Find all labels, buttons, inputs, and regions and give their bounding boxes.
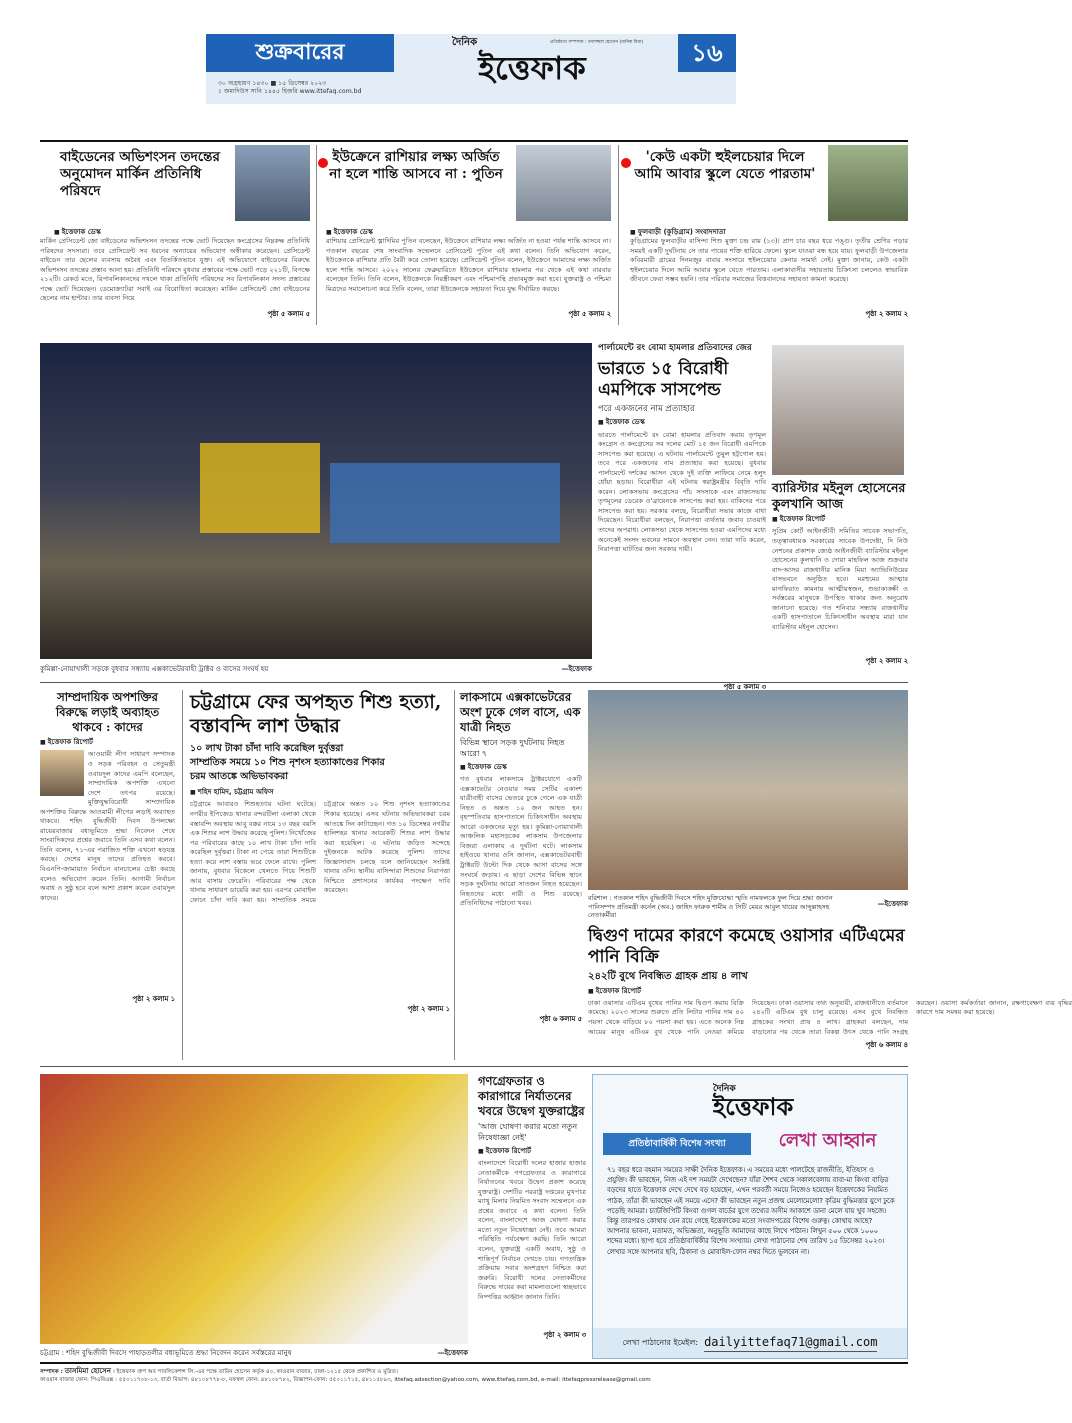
ad-strip: প্রতিষ্ঠাবার্ষিকী বিশেষ সংখ্যা	[603, 1133, 751, 1155]
bullet-ctg: ১০ লাখ টাকা চাঁদা দাবি করেছিল দুর্বৃত্তরা	[190, 743, 344, 754]
divider	[316, 145, 317, 325]
body-quader: আওয়ামী লীগ সাধারণ সম্পাদক ও সড়ক পরিবহন ও সেতুমন্ত্রী ওবায়দুল কাদের এমপি বলেছেন, সাম্প্রদায়িক অপশক্তি এখনো দেশে তৎপর রয়েছে। মুক্তিযুদ্ধবিরোধী সাম্প্রদায়িক অপশক্তির বিরুদ্ধে আওয়ামী লীগের লড়াই অব্যাহত থাকবে। শহিদ বুদ্ধিজীবী দিবস উপলক্ষ্যে রায়েরবাজার বধ্যভূমিতে শ্রদ্ধা নিবেদন শেষে সাংবাদিকদের প্রশ্নের জবাবে তিনি এসব কথা বলেন। তিনি বলেন, ৭১-এর পরাজিত শক্তি এখনো ষড়যন্ত্র করছে। দেশের মানুষ তাদের প্রতিহত করবে। বিএনপি-জামায়াত নির্বাচন বানচালের চেষ্টা করছে বলেও অভিযোগ করেন তিনি। আগামী নির্বাচন অবাধ ও সুষ্ঠু হবে বলে আশা প্রকাশ করেন ওবায়দুল কাদের।	[40, 750, 175, 902]
date-line-1: ৩০ অগ্রহায়ণ ১৪৩০ ■ ১৫ ডিসেম্বর ২০২৩	[218, 80, 327, 87]
body-india: ভারতে পার্লামেন্টে রং বোমা হামলার প্রতিবাদ করায় তৃণমূল কংগ্রেস ও কংগ্রেসের সব দলের মোট ১৫ জন বিরোধী এমপিকে সাসপেন্ড করা হয়েছে। এ ঘটনায় পার্লামেন্টে তুমুল হট্টগোল হয়। তবে পরে একজনের নাম প্রত্যাহার করা হয়েছে। বুধবার পার্লামেন্টে দর্শকের আসন থেকে দুই ব্যক্তি লাফিয়ে নেমে হলুদ ধোঁয়া ছড়ায়। বিরোধীরা এই ঘটনায় স্বরাষ্ট্রমন্ত্রীর বিবৃতি দাবি করেন। লোকসভায় কংগ্রেসের পাঁচ সদস্যকে এবং রাজ্যসভায় তৃণমূলের ডেরেক ও'ব্রায়েনকে সাসপেন্ড করা হয়। বাকিদের পরে সাসপেন্ড করা হয়। সরকার বলছে, বিরোধীরা সভার কাজে বাধা দিয়েছেন। বিরোধীরা বলছেন, নিরাপত্তা ব্যর্থতার জবাব চাওয়াই তাদের অপরাধ। লোকসভা থেকে সাসপেন্ড হওয়া এমপিদের মধ্যে অনেকেই সংসদ ভবনের সামনে অবস্থান নেন। তারা দাবি করেন, নিরাপত্তা ঘাটতির জন্য সরকার দায়ী।	[598, 430, 766, 554]
body-putin: রাশিয়ার প্রেসিডেন্ট ভ্লাদিমির পুতিন বলেছেন, ইউক্রেনে রাশিয়ার লক্ষ্য অর্জিত না হওয়া পর্যন্ত শান্তি আসবে না। গতকাল বছরের শেষ সাংবাদিক সম্মেলনে প্রেসিডেন্ট পুতিন এই কথা বলেন। তিনি অভিযোগ করেন, ইউক্রেনকে রাশিয়ার প্রতি বৈরী করে তোলা হয়েছে। প্রেসিডেন্ট পুতিন বলেন, ইউক্রেনে আমাদের লক্ষ্য অর্জিত হলে শান্তি আসবে। ২০২২ সালের ফেব্রুয়ারিতে ইউক্রেনে রাশিয়ার হামলার পর থেকে এই কথা বারবার বলেছেন তিনি। তিনি বলেন, ইউক্রেনকে নিরস্ত্রীকরণ এবং পশ্চিমাপন্থি প্রভাবমুক্ত করা হবে। যুক্তরাষ্ট্র ও পশ্চিমা মিত্রদের সমালোচনা করে তিনি বলেন, তারা ইউক্রেনকে সহায়তা দিয়ে যুদ্ধ দীর্ঘায়িত করছে।	[326, 237, 611, 293]
sub-india: পরে একজনের নাম প্রত্যাহার	[598, 403, 695, 414]
photo-bus-vehicle	[330, 463, 560, 543]
byline-wheelchair: ■ ফুলবাড়ী (কুড়িগ্রাম) সংবাদদাতা	[630, 228, 830, 237]
footer-line-2: কাওরান বাজার ফোন: পিএবিএক্স : ৫৫০১১৭০৮-১৩, বার্তা বিভাগ: ৪৮১০৮৭৭৮-৮, মফস্বল ফোন: ৪৮১০৮৭৮২, বিজ্ঞাপন-ফোন: ৫৫০১১৭১৫, ৪৮১১৫৮৯৩, ittefaq.adsection@yahoo.com, www.ittefaq.com.bd, e-mail: ittefaqpressrelease@gmail.com	[40, 1377, 651, 1384]
footer	[40, 1366, 908, 1390]
photo-excavator	[200, 443, 320, 533]
ad-title: লেখা আহ্বান	[778, 1130, 877, 1151]
more-mainul: পৃষ্ঠা ২ কলাম ২	[865, 657, 908, 666]
page-number: ১৬	[691, 38, 723, 67]
photo-biden	[235, 145, 310, 221]
body-laksam: গত বুধবার লাকসামে ট্রাক্টরযোগে একটি এক্সকাভেটর নেওয়ার সময় সেটির একাংশ যাত্রীবাহী বাসের ভেতরে ঢুকে গেলে এক যাত্রী নিহত ও অন্তত ১০ জন আহত হন। বৃহস্পতিবার হাসপাতালে চিকিৎসাধীন অবস্থায় আরো একজনের মৃত্যু হয়। কুমিল্লা-নোয়াখালী আঞ্চলিক মহাসড়কের লাকসাম উপজেলার বিজরা এলাকায় এ দুর্ঘটনা ঘটে। লাকসাম হাইওয়ে থানার ওসি জানান, এক্সকাভেটরবাহী ট্রাক্টরটি উল্টো দিক থেকে আসা বাসের সঙ্গে সংঘর্ষে জড়ায়। এ ছাড়া দেশের বিভিন্ন স্থানে সড়ক দুর্ঘটনায় আরো সাতজন নিহত হয়েছেন। নিহতদের মধ্যে নারী ও শিশু রয়েছে। প্রতিনিধিদের পাঠানো খবর।	[460, 775, 582, 908]
page-number-box	[678, 34, 736, 72]
photo-bus	[40, 343, 592, 659]
body-us: বাংলাদেশে বিরোধী দলের হাজার হাজার নেতাকর্মীকে গণগ্রেফতার ও কারাগারে নির্যাতনের খবরে উদ্বেগ প্রকাশ করেছে যুক্তরাষ্ট্র। দেশটির পররাষ্ট্র দপ্তরের মুখপাত্র ম্যাথু মিলার নিয়মিত সংবাদ সম্মেলনে এক প্রশ্নের জবাবে এ কথা বলেন। তিনি বলেন, বাংলাদেশে আজ ঘোষণা করার মতো নতুন নিষেধাজ্ঞা নেই। তবে আমরা পরিস্থিতি পর্যবেক্ষণ করছি। তিনি আরো বলেন, যুক্তরাষ্ট্র একটি অবাধ, সুষ্ঠু ও শান্তিপূর্ণ নির্বাচন দেখতে চায়। গণতান্ত্রিক প্রক্রিয়ায় সবার অংশগ্রহণ নিশ্চিত করা জরুরি। বিরোধী দলের নেতাকর্মীদের বিরুদ্ধে দায়ের করা মামলাগুলো স্বচ্ছভাবে নিষ্পত্তির আহ্বান জানান তিনি।	[478, 1159, 586, 1301]
sub-wasa: ২৪২টি বুথে নিবন্ধিত গ্রাহক প্রায় ৪ লাখ	[588, 971, 748, 982]
ad-email-bar	[593, 1328, 907, 1358]
headline-biden: বাইডেনের অভিশংসন তদন্তের অনুমোদন মার্কিন প্রতিনিধি পরিষদে	[60, 149, 220, 199]
body-biden: মার্কিন প্রেসিডেন্ট জো বাইডেনের অভিশংসন তদন্তের পক্ষে ভোট দিয়েছেন কংগ্রেসের নিম্নকক্ষ প্রতিনিধি পরিষদের সদস্যরা। তবে প্রেসিডেন্ট সব ধরনের অন্যায়ের অভিযোগ অস্বীকার করেছেন। প্রেসিডেন্ট বাইডেন তার ছেলের ব্যবসায় অবৈধ এবং বিতর্কিতভাবে যুক্ত। এই অভিযোগে বাইডেনের বিরুদ্ধে অভিশংসন তদন্তের প্রস্তাব আনা হয়। প্রতিনিধি পরিষদে বুধবার প্রস্তাবের পক্ষে ভোট পড়ে ২২১টি, বিপক্ষে ২১২টি। রেকর্ড মতে, রিপাবলিকানদের দখলে থাকা প্রতিনিধি পরিষদের সব রিপাবলিকান সদস্য প্রস্তাবের পক্ষে ভোট দিয়েছেন। ডেমোক্র্যাটরা সবাই এর বিরোধিতা করেছেন। মার্কিন প্রেসিডেন্ট জো বাইডেনের ছেলের নাম হান্টার। তার ব্যবসা নিয়ে	[40, 237, 310, 303]
story-biden	[40, 145, 310, 325]
date-line-2: ১ জমাদিউস সানি ১৪৪৫ হিজরি www.ittefaq.com.bd	[218, 88, 362, 96]
headline-ctg: চট্টগ্রামে ফের অপহৃত শিশু হত্যা, বস্তাবন্দি লাশ উদ্ধার	[190, 691, 442, 737]
headline-mainul: ব্যারিস্টার মইনুল হোসেনের কুলখানি আজ	[772, 480, 906, 511]
story-india	[598, 343, 766, 691]
divider	[454, 690, 455, 1060]
headline-wasa: দ্বিগুণ দামের কারণে কমেছে ওয়াসার এটিএমের পানি বিক্রি	[588, 926, 905, 967]
sub-us: 'আজ ঘোষণা করার মতো নতুন নিষেধাজ্ঞা নেই'	[478, 1122, 578, 1142]
headline-putin: ইউক্রেনে রাশিয়ার লক্ষ্য অর্জিত না হলে শান্তি আসবে না : পুতিন	[329, 149, 503, 182]
more-biden: পৃষ্ঠা ৫ কলাম ৫	[267, 310, 310, 318]
paper-logo-small: দৈনিক	[452, 37, 478, 48]
more-putin: পৃষ্ঠা ৫ কলাম ২	[568, 310, 611, 318]
byline-wasa: ■ ইত্তেফাক রিপোর্ট	[588, 987, 908, 996]
body-mainul: সুপ্রিম কোর্ট আইনজীবী সমিতির সাবেক সভাপতি, তত্ত্বাবধায়ক সরকারের সাবেক উপদেষ্টা, দি নিউ নেশনের প্রকাশক জ্যেষ্ঠ আইনজীবী ব্যারিস্টার মইনুল হোসেনের কুলখানি ও দোয়া মাহফিল আজ শুক্রবার বাদ-আসর রাজধানীর মানিক মিয়া অ্যাভিনিউয়ের বাসভবনে অনুষ্ঠিত হবে। মরহুমের আত্মার মাগফিরাত কামনায় আত্মীয়স্বজন, শুভাকাঙ্ক্ষী ও সর্বস্তরের মানুষকে উপস্থিত থাকার জন্য অনুরোধ জানানো হয়েছে। গত শনিবার সন্ধ্যায় রাজধানীর একটি হাসপাতালে চিকিৎসাধীন অবস্থায় মারা যান ব্যারিস্টার মইনুল হোসেন।	[772, 527, 908, 631]
story-wheelchair	[630, 145, 908, 325]
ad-email[interactable]: dailyittefaq71@gmail.com	[704, 1334, 877, 1351]
more-wheelchair: পৃষ্ঠা ২ কলাম ২	[865, 310, 908, 318]
section-title: শুক্রবারের	[255, 40, 345, 66]
footer-rule	[40, 1362, 908, 1364]
masthead-date	[218, 80, 398, 97]
bullets-ctg	[190, 742, 450, 784]
divider	[618, 145, 619, 325]
byline-mainul: ■ ইত্তেফাক রিপোর্ট	[772, 515, 908, 524]
headline-wheelchair: 'কেউ একটা হুইলচেয়ার দিলে আমি আবার স্কুলে যেতে পারতাম'	[634, 149, 816, 182]
footer-editor: তাসমিমা হোসেন	[64, 1367, 111, 1375]
paper-tagline: প্রতিষ্ঠাতা সম্পাদক : তফাজ্জল হোসেন (মানিক মিয়া)	[550, 40, 644, 45]
body-wheelchair: কুড়িগ্রামের ফুলবাড়ীর বাসিন্দা শিশু মুক্তা চন্দ্র রায় (১৩)। প্রাণ চার বছর ধরে পঙ্গু। তৃতীয় শ্রেণির পড়ার সময়ই একটি দুর্ঘটনায় সে তার পায়ের শক্তি হারিয়ে ফেলে। স্কুলে যাওয়া বন্ধ হয়ে যায়। ফুলবাড়ী উপজেলার কবিরমারী গ্রামের দিনমজুর বাবার সংসারে হুইলচেয়ার কেনার সামর্থ্য নেই। মুক্তা জানায়, কেউ একটা হুইলচেয়ার দিলে আমি আবার স্কুলে যেতে পারতাম। এলাকাবাসীর সহায়তায় চিকিৎসা চললেও স্বাভাবিক জীবনে ফেরা সম্ভব হয়নি। তার পরিবার সমাজের বিত্তবানদের সহায়তা কামনা করেছে।	[630, 237, 908, 284]
headline-quader: সাম্প্রদায়িক অপশক্তির বিরুদ্ধে লড়াই অব্যাহত থাকবে : কাদের	[55, 690, 160, 734]
photo-quader	[40, 750, 84, 796]
caption-bus: কুমিল্লা-নোয়াখালী সড়কে বুধবার সন্ধ্যায় এক্সকাভেটরবাহী ট্রাক্টর ও বাসের সংঘর্ষ হয়	[40, 665, 269, 673]
story-us	[478, 1074, 586, 1359]
photo-mainul	[772, 345, 904, 475]
more-wasa: পৃষ্ঠা ৬ কলাম ৪	[865, 1040, 908, 1049]
more-us: পৃষ্ঠা ২ কলাম ৩	[543, 1331, 586, 1340]
body-wasa: ঢাকা ওয়াসার এটিএম বুথের পানির দাম দ্বিগুণ করায় বিক্রি কমেছে। ২০২৩ সালের শুরুতে প্রতি লিটার পানির দাম ৪০ পয়সা থেকে বাড়িয়ে ৮০ পয়সা করা হয়। এতে অনেক নিম্ন আয়ের মানুষ এটিএম বুথ থেকে পানি নেওয়া কমিয়ে দিয়েছেন। ঢাকা ওয়াসার তথ্য অনুযায়ী, রাজধানীতে বর্তমানে ২৪২টি এটিএম বুথ চালু রয়েছে। এসব বুথে নিবন্ধিত গ্রাহকের সংখ্যা প্রায় ৪ লাখ। গ্রাহকরা বলছেন, দাম বাড়ানোর পর থেকে তারা বিকল্প উৎস থেকে পানি সংগ্রহ করছেন। ওয়াসা কর্মকর্তারা জানান, রক্ষণাবেক্ষণ ব্যয় বৃদ্ধির কারণে দাম সমন্বয় করা হয়েছে।	[588, 998, 1072, 1036]
story-mainul	[772, 480, 908, 680]
headline-us: গণগ্রেফতার ও কারাগারে নির্যাতনের খবরে উদ্বেগ যুক্তরাষ্ট্রের	[478, 1074, 585, 1118]
footer-editor-label: সম্পাদক :	[40, 1369, 63, 1375]
kicker-india: পার্লামেন্টে রং বোমা হামলার প্রতিবাদের জের	[598, 343, 752, 353]
story-putin	[326, 145, 616, 325]
top-rule	[40, 140, 908, 142]
byline-us: ■ ইত্তেফাক রিপোর্ট	[478, 1147, 586, 1156]
ad-body: ৭১ বছর ধরে বহমান সময়ের সাক্ষী দৈনিক ইত্তেফাক। এ সময়ের মধ্যে পালটেছে রাজনীতি, ইতিহাস ও প্রযুক্তি। কী ভাবছেন, নিজ এই দশ সময়টা দেখেছেন? যাঁরা শৈশব থেকে সকালবেলায় বাবা-মা কিংবা বাড়ির বড়দের হাতে ইত্তেফাক দেখে দেখে বড় হয়েছেন, এখন পরবর্তী সময়ে নিজেও হয়েছেন ইত্তেফাকের নিয়মিত পাঠক, তাঁরা কী ভাবছেন এই সময়ে এসে? কী ভাবছেন নতুন প্রজন্ম মেলোমেলো? কৃত্রিম বুদ্ধিমত্তার যুগে ঢুকে পড়েছি আমরা। চ্যাটজিপিটি কিংবা গুগল বার্ডের যুগে তথ্যের অসীম আকাশে ডানা মেলে যায় খুব সহজে। কিন্তু তারপরও কোথায় যেন রয়ে গেছে ইত্তেফাকের মতো সংবাদপত্রের বিশেষ গুরুত্ব। কোথায় আছে? আপনার ভাবনা, মতামত, অভিজ্ঞতা, অনুভূতি আমাদের কাছে লিখে পাঠান। লিখুন ৫০০ থেকে ১০০০ শব্দের মধ্যে। ছাপা হবে প্রতিষ্ঠাবার্ষিকীর বিশেষ সংখ্যায়। লেখা পাঠানোর শেষ তারিখ ১৫ ডিসেম্বর ২০২৩। লেখার সঙ্গে আপনার ছবি, ঠিকানা ও মোবাইল-ফোন নম্বর দিতে ভুলবেন না।	[607, 1166, 895, 1256]
photo-child	[828, 145, 908, 221]
story-quader	[40, 690, 175, 1060]
photo-flowers	[40, 1074, 468, 1344]
headline-laksam: লাকসামে এক্সকাভেটরের অংশ ঢুকে গেল বাসে, এক যাত্রী নিহত	[460, 690, 581, 734]
paper-logo-main: ইত্তেফাক	[478, 48, 586, 87]
sub-laksam: বিভিন্ন স্থানে সড়ক দুর্ঘটনায় নিহত আরো ৭	[460, 738, 565, 758]
more-india: পৃষ্ঠা ৫ কলাম ৩	[723, 682, 766, 691]
caption-flowers: চট্টগ্রাম : শহিদ বুদ্ধিজীবী দিবসে পাহাড়তলীর বধ্যভূমিতে শ্রদ্ধা নিবেদন করেন সর্বস্তরের মানুষ	[40, 1349, 292, 1357]
body-ctg: চট্টগ্রামে আবারও শিশুহত্যার ঘটনা ঘটেছে। নগরীর ইপিজেড থানার বন্দরটিলা এলাকা থেকে বস্তাবন্দি অবস্থায় আবু বক্কর নামে ১৩ বছর বয়সি এক শিশুর লাশ উদ্ধার করেছে পুলিশ। নিখোঁজের পর পরিবারের কাছে ১০ লাখ টাকা চাঁদা দাবি করেছিল দুর্বৃত্তরা। টাকা না পেয়ে তারা শিশুটিকে হত্যা করে লাশ বস্তায় ভরে ফেলে রাখে। পুলিশ জানায়, বুধবার বিকেলে খেলতে গিয়ে শিশুটি আর বাসায় ফেরেনি। পরিবারের পক্ষ থেকে থানায় সাধারণ ডায়েরি করা হয়। এরপর মোবাইল ফোনে চাঁদা দাবি করা হয়। সাম্প্রতিক সময়ে চট্টগ্রামে অন্তত ১০ শিশু নৃশংস হত্যাকাণ্ডের শিকার হয়েছে। এসব ঘটনায় অভিভাবকরা চরম আতঙ্কে দিন কাটাচ্ছেন। গত ১০ ডিসেম্বর নগরীর হালিশহর থানার আরেকটি শিশুর লাশ উদ্ধার করা হয়েছিল। এ ঘটনায় জড়িত সন্দেহে দুইজনকে আটক করেছে পুলিশ। তাদের জিজ্ঞাসাবাদ চলছে বলে জানিয়েছেন সংশ্লিষ্ট থানার ওসি। স্থানীয় বাসিন্দারা শিশুদের নিরাপত্তা নিশ্চিতে প্রশাসনের কার্যকর পদক্ষেপ দাবি করেছেন।	[190, 800, 450, 904]
caption-memorial: বরিশাল : গতকাল শহিদ বুদ্ধিজীবী দিবসে শহিদ মুক্তিযোদ্ধা স্মৃতি নামফলকে ফুল দিয়ে শ্রদ্ধা জানান পানিসম্পদ প্রতিমন্ত্রী কর্নেল (অব.) জাহিদ ফারুক শামীম ও সিটি মেয়র আবুল খায়ের আব্দুল্লাহসহ নেতাকর্মীরা	[588, 894, 833, 920]
byline-biden: ■ ইত্তেফাক ডেস্ক	[54, 228, 234, 237]
byline-ctg: ■ শহিদ হামিদ, চট্টগ্রাম অফিস	[190, 788, 450, 797]
footer-line-1	[40, 1366, 908, 1376]
divider	[40, 682, 908, 683]
bullet-ctg: চরম আতঙ্কে অভিভাবকরা	[190, 771, 288, 782]
story-ctg	[190, 690, 450, 1060]
ad-lekha-ahban	[592, 1074, 908, 1359]
headline-india: ভারতে ১৫ বিরোধী এমপিকে সাসপেন্ড	[598, 358, 729, 400]
story-laksam	[460, 690, 582, 1060]
section-name	[206, 34, 394, 72]
ad-paper-small: দৈনিক	[713, 1084, 736, 1094]
more-quader: পৃষ্ঠা ২ কলাম ১	[132, 995, 175, 1004]
byline-putin: ■ ইত্তেফাক ডেস্ক	[326, 228, 506, 237]
credit-bus: —ইত্তেফাক	[561, 665, 592, 673]
photo-putin	[516, 145, 611, 221]
bullet-ctg: সাম্প্রতিক সময়ে ১০ শিশু নৃশংস হত্যাকাণ্ডের শিকার	[190, 757, 385, 768]
footer-publisher: । ইত্তেফাক গ্রুপ অব পাবলিকেশন্স লি.-এর পক্ষে তারিন হোসেন কর্তৃক ৪০, কাওরান বাজার, ঢাকা-১২১৫ থেকে প্রকাশিত ও মুদ্রিত।	[112, 1369, 398, 1375]
divider	[182, 690, 183, 1060]
more-laksam: পৃষ্ঠা ৬ কলাম ৫	[539, 1015, 582, 1024]
story-wasa	[588, 926, 1072, 1060]
byline-laksam: ■ ইত্তেফাক ডেস্ক	[460, 763, 582, 772]
ad-email-label: লেখা পাঠানোর ইমেইল:	[622, 1337, 699, 1347]
credit-flowers: —ইত্তেফাক	[437, 1349, 468, 1357]
photo-memorial	[588, 690, 908, 890]
more-ctg: পৃষ্ঠা ২ কলাম ১	[407, 1005, 450, 1014]
byline-quader: ■ ইত্তেফাক রিপোর্ট	[40, 738, 175, 747]
ad-paper-logo: ইত্তেফাক	[712, 1092, 794, 1121]
byline-india: ■ ইত্তেফাক ডেস্ক	[598, 418, 766, 427]
credit-memorial: —ইত্তেফাক	[877, 900, 908, 908]
divider	[40, 1066, 908, 1067]
